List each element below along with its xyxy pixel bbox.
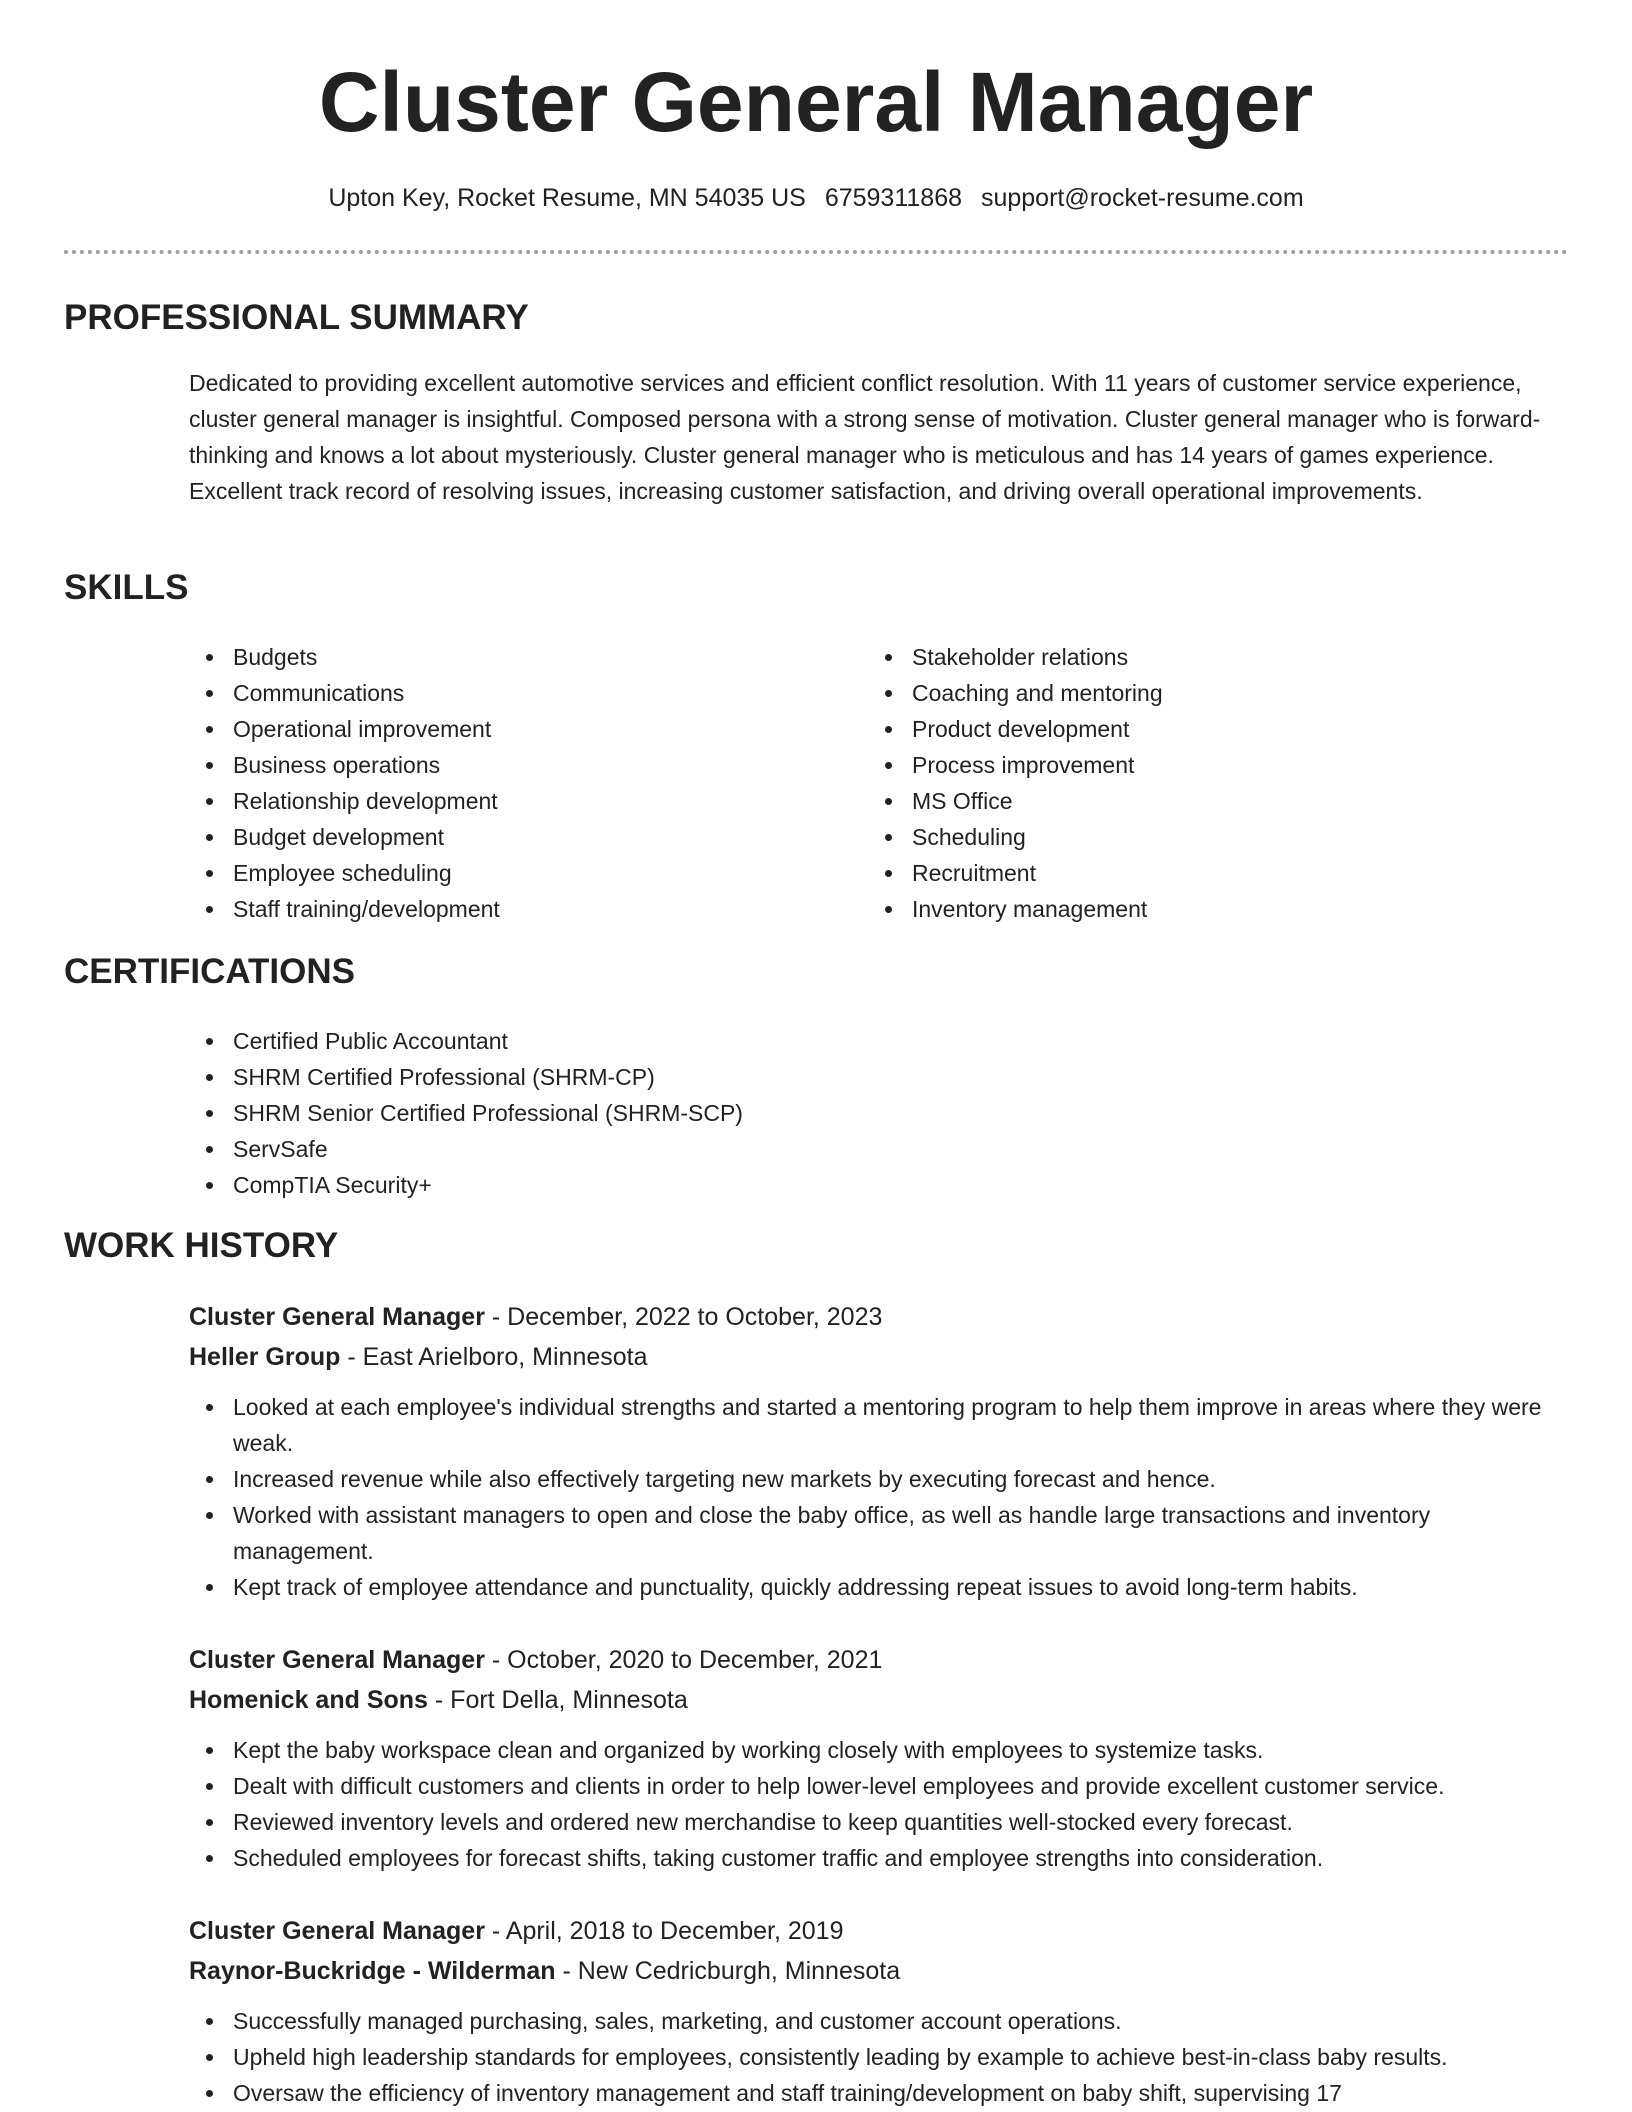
job-location: - East Arielboro, Minnesota [340, 1343, 648, 1371]
summary-text: Dedicated to providing excellent automotive services and efficient conflict resolution. With 11 years of customer service experience, cluster general manager is insightful. Composed persona with a strong sense of motivation. Cluster general manager who is forward-thinking and knows a lot about mysteriously. Cluster general manager who is meticulous and has 14 years of games experience. Excellent track record of resolving issues, increasing customer satisfaction, and driving overall operational improvements. [189, 370, 1541, 504]
job-company-line [189, 1337, 1569, 1377]
job-bullet: Reviewed inventory levels and ordered new merchandise to keep quantities well-stocked every forecast. [189, 1804, 1569, 1840]
job-company: Homenick and Sons [189, 1686, 428, 1714]
skill-item: Operational improvement [189, 711, 829, 747]
job-bullet: Kept track of employee attendance and punctuality, quickly addressing repeat issues to avoid long-term habits. [189, 1569, 1569, 1605]
certification-item: Certified Public Accountant [189, 1023, 1089, 1059]
certifications-list [189, 1023, 1089, 1203]
certification-item: CompTIA Security+ [189, 1167, 1089, 1203]
job-company-line [189, 1680, 1569, 1720]
skill-item: Scheduling [868, 819, 1508, 855]
job-dates: - April, 2018 to December, 2019 [484, 1917, 844, 1945]
job-title-line [189, 1297, 1569, 1337]
skill-item: Communications [189, 675, 829, 711]
skills-list-left [189, 639, 829, 927]
job-role: Cluster General Manager [189, 1303, 485, 1331]
job-bullet: Kept the baby workspace clean and organized by working closely with employees to systemize tasks. [189, 1732, 1569, 1768]
summary-heading: PROFESSIONAL SUMMARY [64, 298, 529, 337]
skill-item: Coaching and mentoring [868, 675, 1508, 711]
job-bullet: Upheld high leadership standards for employees, consistently leading by example to achieve best-in-class baby results. [189, 2039, 1569, 2075]
skill-item: Recruitment [868, 855, 1508, 891]
job-company-line [189, 1951, 1569, 1991]
job-location: - New Cedricburgh, Minnesota [555, 1957, 901, 1985]
contact-line [0, 181, 1632, 215]
skill-item: Staff training/development [189, 891, 829, 927]
job-bullet: Successfully managed purchasing, sales, marketing, and customer account operations. [189, 2003, 1569, 2039]
job-bullet: Scheduled employees for forecast shifts, taking customer traffic and employee strengths into consideration. [189, 1840, 1569, 1876]
job-entry [189, 1911, 1569, 2111]
skill-item: Budgets [189, 639, 829, 675]
contact-email: support@rocket-resume.com [980, 184, 1304, 212]
skill-item: Budget development [189, 819, 829, 855]
job-bullet: Increased revenue while also effectively targeting new markets by executing forecast and hence. [189, 1461, 1569, 1497]
job-role: Cluster General Manager [189, 1917, 485, 1945]
skill-item: MS Office [868, 783, 1508, 819]
candidate-name: Cluster General Manager [318, 55, 1314, 149]
job-company: Raynor-Buckridge - Wilderman [189, 1957, 556, 1985]
job-location: - Fort Della, Minnesota [427, 1686, 688, 1714]
skills-column-right [868, 639, 1508, 927]
certification-item: ServSafe [189, 1131, 1089, 1167]
job-bullet: Looked at each employee's individual strengths and started a mentoring program to help them improve in areas where they were weak. [189, 1389, 1569, 1461]
skills-heading: SKILLS [64, 568, 189, 607]
skill-item: Business operations [189, 747, 829, 783]
contact-address: Upton Key, Rocket Resume, MN 54035 US [328, 184, 806, 212]
contact-phone: 6759311868 [824, 184, 962, 212]
work-history-heading: WORK HISTORY [64, 1226, 339, 1265]
job-title-line [189, 1911, 1569, 1951]
skill-item: Product development [868, 711, 1508, 747]
certification-item: SHRM Certified Professional (SHRM-CP) [189, 1059, 1089, 1095]
job-dates: - December, 2022 to October, 2023 [484, 1303, 883, 1331]
job-bullet: Dealt with difficult customers and clients in order to help lower-level employees and provide excellent customer service. [189, 1768, 1569, 1804]
job-title-line [189, 1640, 1569, 1680]
job-entry [189, 1297, 1569, 1605]
skill-item: Inventory management [868, 891, 1508, 927]
skill-item: Employee scheduling [189, 855, 829, 891]
job-company: Heller Group [189, 1343, 341, 1371]
certifications-block [189, 1023, 1089, 1203]
skill-item: Stakeholder relations [868, 639, 1508, 675]
certification-item: SHRM Senior Certified Professional (SHRM-SCP) [189, 1095, 1089, 1131]
job-bullet: Oversaw the efficiency of inventory management and staff training/development on baby shift, supervising 17 [189, 2075, 1569, 2111]
job-entry [189, 1640, 1569, 1876]
job-bullet: Worked with assistant managers to open and close the baby office, as well as handle large transactions and inventory management. [189, 1497, 1569, 1569]
job-bullets [189, 1389, 1569, 1605]
job-role: Cluster General Manager [189, 1646, 485, 1674]
header-divider [64, 250, 1568, 254]
certifications-heading: CERTIFICATIONS [64, 952, 356, 991]
skill-item: Relationship development [189, 783, 829, 819]
skills-column-left [189, 639, 829, 927]
job-dates: - October, 2020 to December, 2021 [484, 1646, 883, 1674]
job-bullets [189, 1732, 1569, 1876]
skills-list-right [868, 639, 1508, 927]
skill-item: Process improvement [868, 747, 1508, 783]
job-bullets [189, 2003, 1569, 2111]
